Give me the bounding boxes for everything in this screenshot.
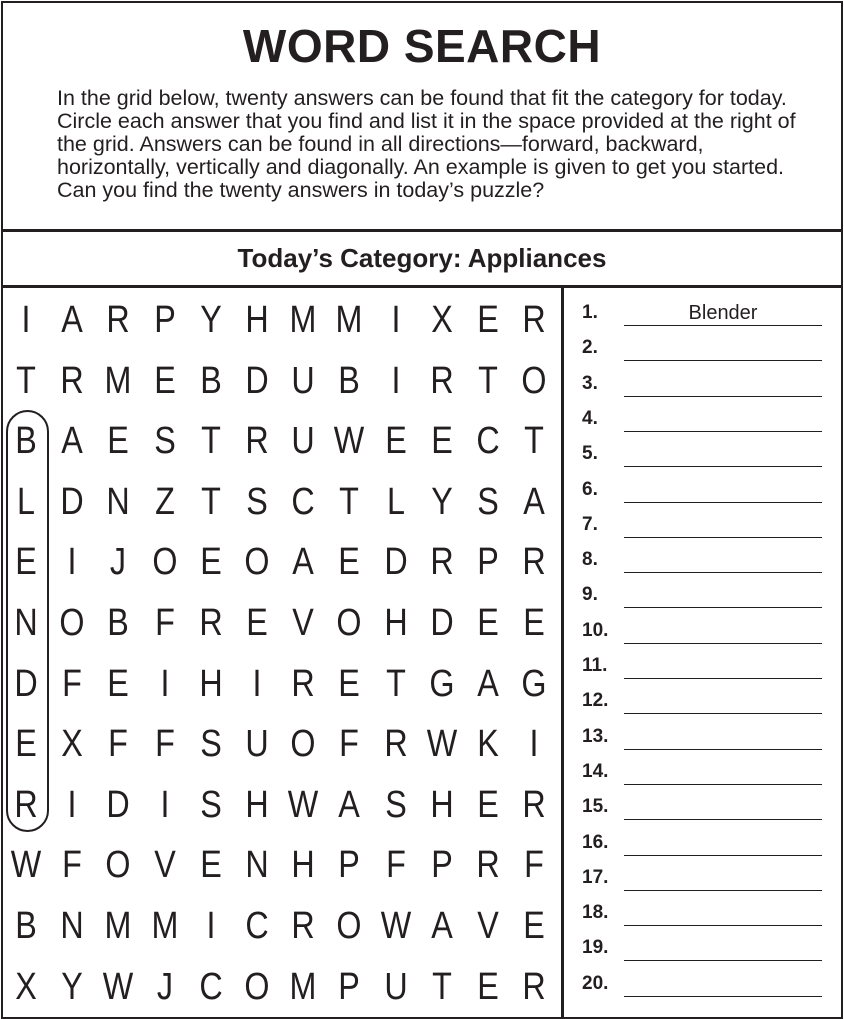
grid-letter[interactable]: E (15, 723, 37, 766)
grid-letter[interactable]: X (15, 965, 37, 1008)
grid-letter[interactable]: W (103, 965, 134, 1008)
grid-letter[interactable]: B (15, 420, 37, 463)
grid-letter[interactable]: M (104, 359, 132, 402)
grid-letter[interactable]: A (292, 541, 314, 584)
answer-number: 2. (582, 337, 598, 359)
answer-text: Blender (688, 302, 758, 324)
grid-letter[interactable]: X (431, 299, 453, 341)
grid-letter[interactable]: S (153, 420, 176, 463)
answer-number: 19. (582, 937, 609, 959)
grid-letter[interactable]: L (386, 480, 405, 523)
grid-letter[interactable]: W (287, 783, 319, 826)
grid-letter[interactable]: E (246, 602, 268, 644)
grid-letter[interactable]: N (245, 844, 269, 887)
answer-number: 17. (582, 866, 609, 888)
grid-letter[interactable]: F (385, 844, 406, 887)
answer-blank-line[interactable] (624, 890, 822, 891)
grid-letter[interactable]: N (60, 905, 84, 947)
grid-letter[interactable]: D (430, 602, 454, 644)
category-bar (3, 232, 841, 288)
grid-letter[interactable]: E (200, 541, 222, 584)
grid-letter[interactable]: X (61, 723, 83, 766)
grid-letter[interactable]: Y (431, 480, 453, 523)
grid-letter[interactable]: S (246, 480, 268, 523)
answer-blank-line[interactable] (624, 819, 822, 820)
grid-letter[interactable]: D (383, 541, 408, 584)
grid-letter[interactable]: P (338, 965, 361, 1008)
grid-letter[interactable]: Y (200, 299, 222, 341)
grid-letter[interactable]: O (290, 723, 316, 766)
answer-number: 9. (582, 584, 598, 606)
grid-letter[interactable]: O (336, 602, 362, 644)
answer-blank-line[interactable] (624, 466, 822, 467)
grid-letter[interactable]: H (245, 783, 269, 826)
grid-letter[interactable]: U (383, 965, 408, 1008)
grid-letter[interactable]: G (521, 662, 547, 705)
grid-letter[interactable]: K (477, 723, 499, 766)
grid-letter[interactable]: L (17, 480, 35, 523)
grid-letter[interactable]: T (16, 359, 36, 402)
grid-letter[interactable]: P (431, 844, 453, 887)
answer-blank-line[interactable] (624, 572, 822, 573)
answer-row (564, 510, 841, 540)
grid-letter[interactable]: U (291, 359, 315, 402)
grid-letter[interactable]: A (477, 662, 499, 705)
answer-blank-line[interactable] (624, 396, 822, 397)
grid-letter[interactable]: A (431, 905, 453, 947)
grid-letter[interactable]: C (199, 965, 223, 1008)
answer-blank-line[interactable] (624, 713, 822, 714)
grid-letter[interactable]: C (245, 905, 269, 947)
grid-letter[interactable]: A (523, 480, 545, 523)
grid-letter[interactable]: J (156, 965, 173, 1008)
grid-letter[interactable]: R (430, 541, 454, 584)
grid-letter[interactable]: B (107, 602, 130, 644)
grid-letter[interactable]: H (430, 783, 454, 826)
grid-letter[interactable]: N (106, 480, 131, 523)
grid-letter[interactable]: R (199, 602, 223, 644)
grid-letter[interactable]: P (153, 299, 176, 341)
answer-number: 11. (582, 655, 608, 676)
grid-letter[interactable]: E (153, 359, 176, 402)
answer-row (564, 369, 841, 399)
answer-number: 6. (582, 478, 598, 500)
grid-letter[interactable]: T (431, 965, 452, 1008)
answer-number: 10. (582, 619, 609, 641)
answer-number: 7. (582, 513, 598, 535)
grid-letter[interactable]: R (383, 723, 408, 766)
grid-letter[interactable]: R (522, 783, 546, 826)
grid-letter[interactable]: F (62, 844, 83, 887)
grid-letter[interactable]: B (15, 905, 37, 947)
answer-blank-line[interactable] (624, 431, 822, 432)
answer-row (564, 898, 841, 928)
grid-letter[interactable]: R (291, 905, 315, 947)
answer-number: 16. (582, 831, 609, 853)
grid-letter[interactable]: V (153, 844, 176, 887)
answer-row (564, 475, 841, 505)
grid-letter[interactable]: F (108, 723, 129, 766)
grid-letter[interactable]: T (524, 420, 545, 463)
grid-letter[interactable]: J (110, 541, 127, 584)
grid-letter[interactable]: P (477, 541, 499, 584)
answer-row (564, 404, 841, 434)
grid-letter[interactable]: I (206, 905, 216, 947)
grid-letter[interactable]: I (529, 723, 539, 766)
grid-letter[interactable]: R (522, 299, 546, 341)
instructions-text: In the grid below, twenty answers can be found that fit the category for today. Circle each answer that you find and list it in the space provided at the right of the grid. Answers can be found in all directions—forward, backward, horizontally, vertically and diagonally. An example is given to get you started. Can you find the twenty answers in today’s puzzle? (57, 86, 796, 202)
answer-number: 8. (582, 549, 598, 571)
answer-row (564, 969, 841, 999)
grid-letter[interactable]: D (106, 783, 131, 826)
answer-blank-line[interactable] (624, 360, 822, 361)
puzzle-header (3, 3, 841, 232)
grid-letter[interactable]: I (67, 541, 77, 584)
grid-letter[interactable]: T (478, 359, 498, 402)
answer-blank-line[interactable] (624, 749, 822, 750)
grid-letter[interactable]: R (522, 965, 546, 1008)
grid-letter[interactable]: M (151, 905, 179, 947)
answer-number: 5. (582, 443, 598, 465)
answer-number: 3. (582, 372, 598, 394)
grid-letter[interactable]: O (59, 602, 85, 644)
grid-letter[interactable]: E (477, 965, 499, 1008)
answer-blank-line[interactable] (624, 325, 822, 326)
grid-letter[interactable]: U (291, 420, 315, 463)
grid-letter[interactable]: W (380, 905, 411, 947)
answer-blank-line[interactable] (624, 996, 822, 997)
grid-letter[interactable]: E (431, 420, 453, 463)
grid-letter[interactable]: I (252, 662, 262, 705)
answer-row (564, 863, 841, 893)
answer-blank-line[interactable] (624, 855, 822, 856)
grid-letter[interactable]: M (289, 299, 317, 341)
grid-letter[interactable]: W (334, 420, 365, 463)
grid-letter[interactable]: T (385, 662, 406, 705)
grid-letter[interactable]: I (21, 299, 31, 341)
letter-grid[interactable] (3, 288, 561, 1017)
grid-letter[interactable]: F (154, 723, 175, 766)
grid-letter[interactable]: T (339, 480, 360, 523)
answer-list (564, 288, 841, 1017)
answer-blank-line[interactable] (624, 678, 822, 679)
grid-letter[interactable]: D (245, 359, 269, 402)
answer-blank-line[interactable] (624, 537, 822, 538)
grid-letter[interactable]: E (523, 905, 545, 947)
grid-letter[interactable]: G (429, 662, 455, 705)
grid-letter[interactable]: H (199, 662, 223, 705)
grid-letter[interactable]: D (60, 480, 84, 523)
answer-blank-line[interactable] (624, 960, 822, 961)
puzzle-title: WORD SEARCH (242, 20, 602, 72)
answer-row (564, 580, 841, 610)
answer-row (564, 616, 841, 646)
grid-letter[interactable]: T (200, 480, 221, 523)
grid-letter[interactable]: F (339, 723, 360, 766)
grid-letter[interactable]: Y (61, 965, 83, 1008)
answer-number: 14. (582, 760, 609, 782)
grid-letter[interactable]: R (60, 359, 84, 402)
answer-row (564, 686, 841, 716)
grid-letter[interactable]: C (291, 480, 315, 523)
grid-letter[interactable]: I (391, 299, 401, 341)
grid-letter[interactable]: S (384, 783, 407, 826)
grid-letter[interactable]: F (154, 602, 175, 644)
answer-row (564, 298, 841, 328)
grid-letter[interactable]: E (477, 602, 499, 644)
grid-letter[interactable]: U (245, 723, 269, 766)
grid-letter[interactable]: R (291, 662, 315, 705)
grid-letter[interactable]: N (14, 602, 38, 644)
answer-number: 13. (582, 725, 609, 747)
grid-letter[interactable]: E (477, 299, 499, 341)
grid-letter[interactable]: R (14, 783, 38, 826)
grid-letter[interactable]: E (384, 420, 407, 463)
grid-letter[interactable]: E (107, 420, 130, 463)
grid-letter[interactable]: H (245, 299, 269, 341)
answer-number: 15. (582, 796, 609, 818)
answer-row (564, 933, 841, 963)
answer-blank-line[interactable] (624, 502, 822, 503)
answer-blank-line[interactable] (624, 925, 822, 926)
answer-row (564, 545, 841, 575)
grid-letter[interactable]: S (477, 480, 499, 523)
grid-letter[interactable]: I (160, 783, 170, 826)
answer-row (564, 792, 841, 822)
answer-number: 12. (582, 690, 609, 712)
grid-letter[interactable]: O (244, 541, 270, 584)
grid-letter[interactable]: E (200, 844, 222, 887)
grid-letter[interactable]: M (104, 905, 132, 947)
answer-number: 4. (582, 407, 598, 429)
answer-number: 1. (582, 302, 598, 323)
grid-letter[interactable]: A (61, 420, 83, 463)
grid-letter[interactable]: I (67, 783, 77, 826)
grid-letter[interactable]: S (200, 723, 222, 766)
grid-letter[interactable]: E (338, 541, 361, 584)
grid-letter[interactable]: O (244, 965, 270, 1008)
grid-letter[interactable]: O (152, 541, 178, 584)
answer-row (564, 333, 841, 363)
grid-letter[interactable]: V (477, 905, 499, 947)
grid-letter[interactable]: H (383, 602, 408, 644)
grid-letter[interactable]: E (477, 783, 499, 826)
answer-number: 18. (582, 902, 609, 924)
grid-letter[interactable]: F (62, 662, 83, 705)
grid-letter[interactable]: R (245, 420, 269, 463)
grid-letter[interactable]: E (523, 602, 545, 644)
grid-letter[interactable]: M (335, 299, 363, 341)
grid-letter[interactable]: R (430, 359, 454, 402)
answer-row (564, 439, 841, 469)
grid-letter[interactable]: A (61, 299, 83, 341)
answer-blank-line[interactable] (624, 643, 822, 644)
grid-letter[interactable]: B (338, 359, 361, 402)
grid-letter[interactable]: E (338, 662, 361, 705)
grid-letter[interactable]: I (391, 359, 401, 402)
answer-row (564, 828, 841, 858)
grid-letter[interactable]: T (200, 420, 221, 463)
grid-letter[interactable]: Z (154, 480, 175, 523)
answer-blank-line[interactable] (624, 607, 822, 608)
puzzle-frame (1, 1, 843, 1019)
answer-blank-line[interactable] (624, 784, 822, 785)
grid-letter[interactable]: W (10, 844, 42, 887)
grid-letter[interactable]: R (522, 541, 546, 584)
grid-letter[interactable]: V (292, 602, 314, 644)
answer-row (564, 722, 841, 752)
grid-letter[interactable]: M (289, 965, 317, 1008)
grid-letter[interactable]: O (336, 905, 362, 947)
grid-letter[interactable]: H (291, 844, 315, 887)
grid-letter[interactable]: W (426, 723, 458, 766)
grid-letter[interactable]: D (14, 662, 38, 705)
grid-letter[interactable]: B (200, 359, 222, 402)
grid-letter[interactable]: E (107, 662, 130, 705)
grid-letter[interactable]: P (338, 844, 361, 887)
grid-letter[interactable]: E (15, 541, 37, 584)
answer-row (564, 651, 841, 681)
grid-letter[interactable]: S (200, 783, 222, 826)
grid-letter[interactable]: O (105, 844, 131, 887)
grid-letter[interactable]: R (106, 299, 131, 341)
answer-row (564, 757, 841, 787)
grid-letter[interactable]: R (476, 844, 500, 887)
answer-number: 20. (582, 972, 609, 994)
grid-letter[interactable]: C (476, 420, 500, 463)
category-label: Today’s Category: Appliances (237, 243, 607, 273)
grid-letter[interactable]: F (524, 844, 545, 887)
grid-letter[interactable]: I (160, 662, 170, 705)
grid-letter[interactable]: A (338, 783, 361, 826)
grid-letter[interactable]: O (521, 359, 547, 402)
